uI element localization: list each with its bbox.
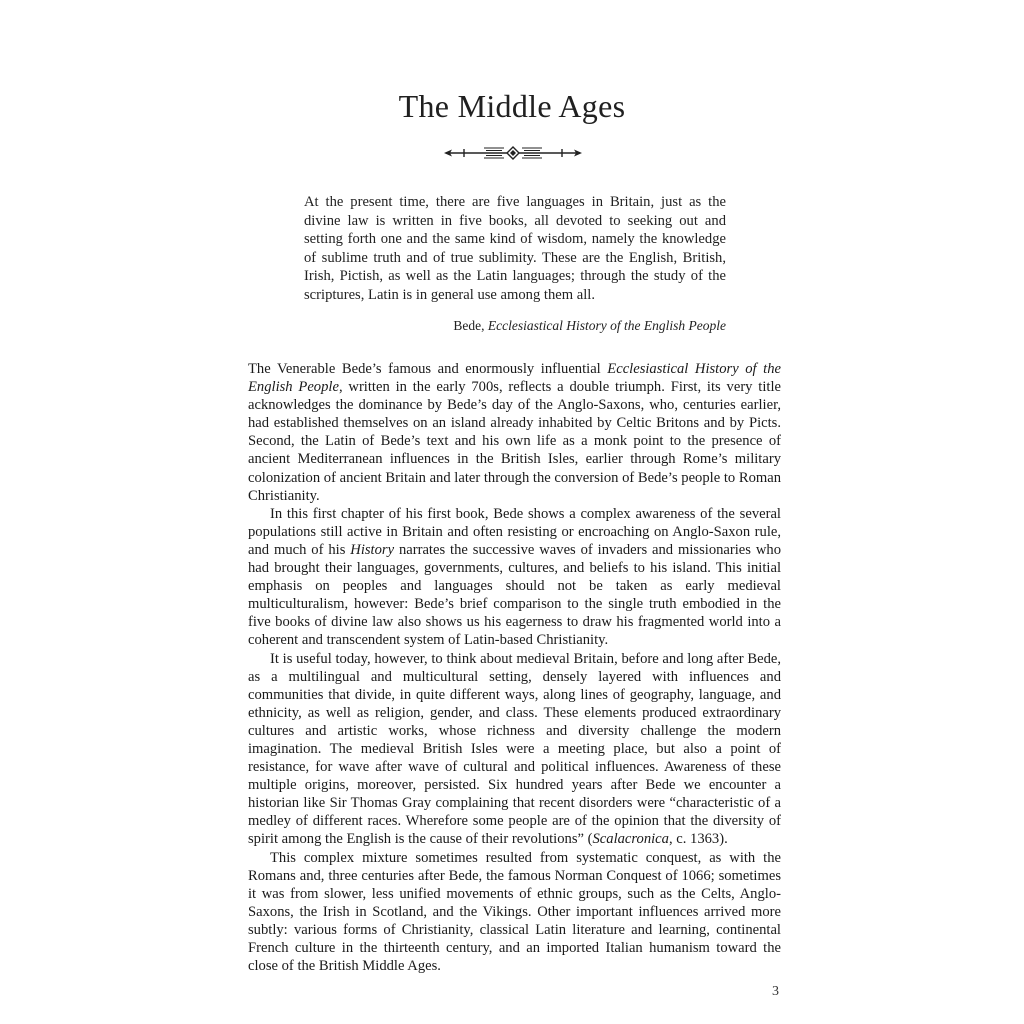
paragraph-2-text-a: In this first chapter of his first book, Bede shows a complex awareness of the several populations still active in Britain and often resisting or encroaching on Anglo-Saxon rule, and much of his [248, 505, 781, 558]
page-number: 3 [772, 984, 779, 999]
paragraph-2-text-b: narrates the successive waves of invaders and missionaries who had brought their languages, governments, cultures, and beliefs to his island. This initial emphasis on peoples and languages should not be taken as early medieval multiculturalism, however: Bede’s brief comparison to the single truth embodied in the five books of divine law also shows us his eagerness to draw his fragmented world into a coherent and transcendent system of Latin-based Christianity. [248, 541, 781, 649]
paragraph-1-text-a: The Venerable Bede’s famous and enormously influential [248, 361, 608, 377]
paragraph-4: This complex mixture sometimes resulted from systematic conquest, as with the Romans and, three centuries after Bede, the famous Norman Conquest of 1066; sometimes it was from slower, less unified movements of ethnic groups, such as the Celts, Anglo-Saxons, the Irish in Scotland, and the Vikings. Other important influences arrived more subtly: various forms of Christianity, classical Latin literature and learning, continental French culture in the thirteenth century, and an imported Italian humanism toward the close of the British Middle Ages. [248, 849, 781, 975]
attribution-author: Bede, [453, 318, 488, 333]
epigraph-quote: At the present time, there are five languages in Britain, just as the divine law is written in five books, all devoted to seeking out and setting forth one and the same kind of wisdom, namely the knowledge of sublime truth and of true sublimity. These are the English, British, Irish, Pictish, as well as the Latin languages; through the study of the scriptures, Latin is in general use among them all. [304, 194, 726, 303]
paragraph-2 [248, 505, 781, 650]
scalacronica-italic: Scalacronica [592, 831, 669, 848]
arrow-flourish-icon [442, 144, 584, 162]
history-italic: History [350, 541, 395, 558]
chapter-body [248, 360, 781, 975]
attribution-work: Ecclesiastical History of the English People [487, 318, 726, 333]
paragraph-3-text-a: It is useful today, however, to think about medieval Britain, before and long after Bede, as a multilingual and multicultural setting, densely layered with influences and communities that divide, in quite different ways, along lines of geography, language, and ethnicity, as well as religion, gender, and class. These elements produced extraordinary cultures and artistic works, whose richness and diversity challenge the modern imagination. The medieval British Isles were a meeting place, but also a point of resistance, for wave after wave of cultural and political influences. Awareness of these multiple origins, moreover, persisted. Six hundred years after Bede we encounter a historian like Sir Thomas Gray complaining that recent disorders were “characteristic of a medley of different races. Wherefore some people are of the opinion that the diversity of spirit among the English is the cause of their revolutions” ( [248, 650, 781, 848]
paragraph-1-text-b: , written in the early 700s, reflects a double triumph. First, its very title acknowledges the dominance by Bede’s day of the Anglo-Saxons, who, centuries earlier, had established themselves on an island already inhabited by Celtic Britons and by Picts. Second, the Latin of Bede’s text and his own life as a monk point to the presence of ancient Mediterranean influences in the British Isles, earlier through Rome’s military colonization of ancient Britain and later through the conversion of Bede’s people to Roman Christianity. [248, 379, 781, 504]
chapter-title: The Middle Ages [398, 88, 626, 124]
paragraph-3-text-b: , c. 1363). [668, 831, 728, 848]
epigraph-attribution [453, 318, 726, 334]
book-title-italic: Ecclesiastical History of the English People [248, 361, 781, 396]
paragraph-3 [248, 650, 781, 849]
paragraph-1 [248, 360, 781, 505]
